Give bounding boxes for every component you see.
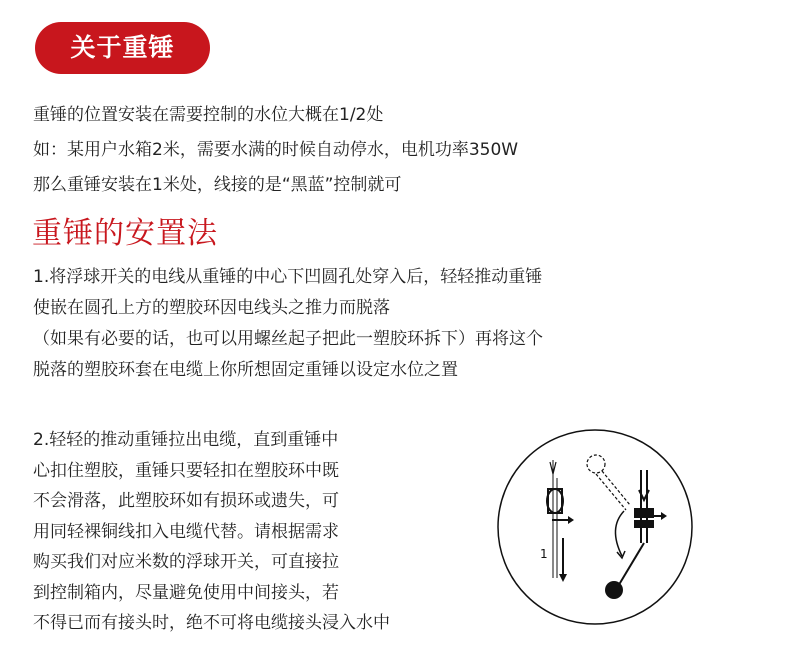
weight-installation-diagram	[496, 428, 694, 626]
step2-line: 心扣住塑胶，重锤只要轻扣在塑胶环中既	[33, 460, 339, 481]
step2-line: 购买我们对应米数的浮球开关，可直接拉	[33, 552, 339, 572]
diagram-step-number: 1	[540, 547, 548, 561]
step2-line: 用同轻裸铜线扣入电缆代替。请根据需求	[33, 521, 339, 542]
weight-body	[634, 520, 654, 528]
step2-text	[33, 425, 503, 639]
intro-line: 那么重锤安装在1米处，线接的是“黑蓝”控制就可	[33, 175, 402, 195]
step2-line: 到控制箱内，尽量避免使用中间接头，若	[33, 582, 339, 603]
intro-line: 重锤的位置安装在需要控制的水位大概在1/2处	[33, 105, 384, 125]
step2-line: 不得已而有接头时，绝不可将电缆接头浸入水中	[33, 613, 390, 633]
step1-line: （如果有必要的话，也可以用螺丝起子把此一塑胶环拆下）再将这个	[33, 329, 543, 349]
float-ball	[605, 581, 623, 599]
step2-line: 2.轻轻的推动重锤拉出电缆，直到重锤中	[33, 430, 339, 450]
step2-line: 不会滑落，此塑胶环如有损环或遗失，可	[33, 491, 339, 511]
intro-text	[33, 98, 753, 203]
step1-line: 1.将浮球开关的电线从重锤的中心下凹圆孔处穿入后，轻轻推动重锤	[33, 267, 543, 287]
weight-body	[634, 508, 654, 518]
step1-line: 使嵌在圆孔上方的塑胶环因电线头之推力而脱落	[33, 298, 390, 318]
diagram-circle-border	[498, 430, 692, 624]
step1-line: 脱落的塑胶环套在电缆上你所想固定重锤以设定水位之置	[33, 360, 458, 380]
section-badge: 关于重锤	[35, 22, 210, 74]
step1-text	[33, 262, 763, 386]
intro-line: 如：某用户水箱2米，需要水满的时候自动停水，电机功率350W	[33, 140, 519, 160]
method-title: 重锤的安置法	[32, 216, 218, 251]
